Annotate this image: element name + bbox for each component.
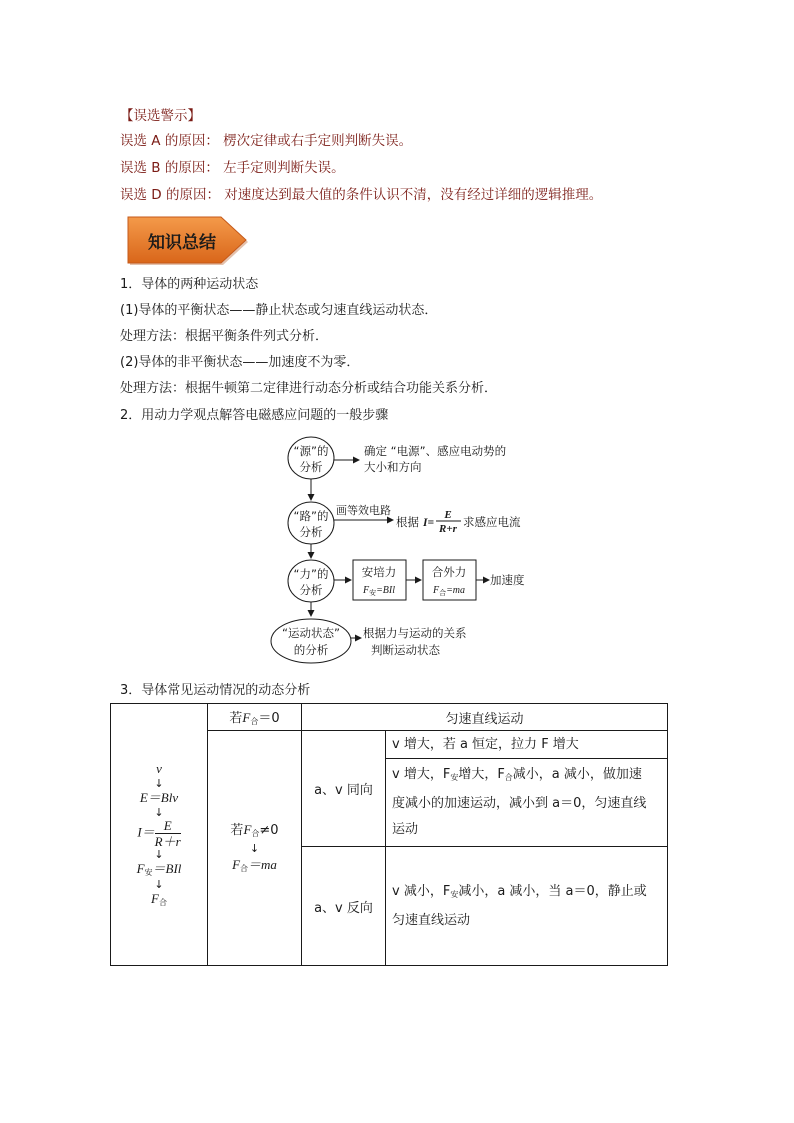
section1-line-3: (2)导体的非平衡状态——加速度不为零． [120, 355, 360, 370]
section3-heading: 3．导体常见运动情况的动态分析 [120, 683, 311, 698]
zero-case-suffix: ＝0 [258, 711, 280, 726]
flow-diagram [260, 430, 550, 670]
acceleration-label: 加速度 [490, 573, 525, 587]
chain-arrow-3: ↓ [154, 848, 164, 861]
same-dir-detail-2-l2: 度减小的加速运动，减小到 a＝0，匀速直线 [392, 796, 647, 811]
chain-arrow-2: ↓ [154, 805, 164, 819]
chain-arrow-1: ↓ [154, 777, 164, 791]
knowledge-summary-banner [126, 215, 250, 267]
source-label-1: “源”的 [293, 444, 329, 458]
ampere-force-title: 安培力 [361, 565, 397, 579]
path-formula-den: R+r [439, 523, 457, 535]
path-label-1: “路”的 [293, 509, 329, 523]
same-dir-cell: a、v 同向 [302, 731, 386, 847]
warning-line-b [120, 156, 345, 176]
path-formula-i: I= [423, 517, 435, 529]
warning-text-d: 对速度达到最大值的条件认识不清，没有经过详细的逻辑推理。 [224, 187, 603, 203]
net-force-formula: $F_合=ma$ [432, 585, 466, 597]
warning-label-a: 误选 A 的原因： [120, 133, 219, 149]
same-dir-detail-2a: v 增大，F [392, 767, 451, 782]
force-label-1: “力”的 [293, 567, 329, 581]
source-note-1: 确定 “电源”、感应电动势的 [364, 444, 507, 458]
motion-note-1: 根据力与运动的关系 [363, 626, 467, 640]
chain-ampere: $F_安=BIl$ [136, 861, 182, 878]
dynamic-analysis-table [110, 703, 668, 966]
section1-line-2: 处理方法：根据平衡条件列式分析． [120, 329, 329, 344]
banner-label: 知识总结 [148, 233, 216, 253]
ampere-force-formula: $F_安=BIl$ [362, 585, 396, 597]
same-dir-detail-cell [386, 731, 668, 847]
motion-label-1: “运动状态” [282, 626, 340, 640]
same-dir-detail-2: v 增大，$F_安$增大，$F_合$减小，a 减小，做加速 度减小的加速运动，减小到 a＝0，匀速直线 运动 [386, 759, 667, 846]
nonzero-case-label: 若 [230, 823, 244, 839]
motion-label-2: 的分析 [293, 643, 329, 657]
warning-label-b: 误选 B 的原因： [120, 160, 219, 176]
derivation-chain-cell [111, 704, 208, 966]
path-arrow-label: 画等效电路 [336, 504, 391, 517]
nonzero-case-cell [208, 731, 302, 966]
nonzero-formula: $F_合=ma$ [232, 857, 277, 874]
warning-text-b: 左手定则判断失误。 [223, 160, 345, 176]
path-formula-num: E [444, 509, 452, 521]
chain-arrow-4: ↓ [154, 877, 164, 891]
source-label-2: 分析 [299, 460, 323, 474]
warning-line-a [120, 129, 412, 149]
warning-label-d: 误选 D 的原因： [120, 187, 220, 203]
nonzero-case-f: $F_合$ [243, 822, 260, 839]
zero-case-cell [208, 704, 302, 731]
nonzero-case-suffix: ≠0 [259, 823, 279, 839]
chain-v: v [156, 761, 162, 777]
opp-dir-cell: a、v 反向 [302, 847, 386, 966]
section1-heading: 1．导体的两种运动状态 [120, 277, 259, 292]
same-dir-detail-1: v 增大，若 a 恒定，拉力 F 增大 [386, 731, 667, 759]
force-label-2: 分析 [299, 583, 323, 597]
same-dir-detail-2c: 减小，a 减小，做加速 [512, 767, 642, 782]
motion-note-2: 判断运动状态 [371, 643, 440, 657]
opp-dir-detail-l2: 匀速直线运动 [392, 912, 471, 928]
source-note-2: 大小和方向 [364, 460, 422, 474]
opp-dir-detail-cell: v 减小，$F_安$减小，a 减小，当 a＝0，静止或 匀速直线运动 [386, 847, 668, 966]
uniform-motion-cell: 匀速直线运动 [302, 704, 668, 731]
section1-line-1: (1)导体的平衡状态——静止状态或匀速直线运动状态． [120, 303, 438, 318]
path-note-suffix: 求感应电流 [463, 515, 521, 529]
section1-line-4: 处理方法：根据牛顿第二定律进行动态分析或结合功能关系分析． [120, 381, 498, 396]
chain-net: $F_合$ [151, 890, 167, 907]
same-dir-detail-2-l3: 运动 [392, 822, 419, 837]
warning-line-d [120, 183, 602, 203]
nonzero-arrow: ↓ [249, 841, 260, 855]
opp-dir-detail-b: 减小，a 减小，当 a＝0，静止或 [458, 883, 647, 899]
warning-title: 【误选警示】 [120, 108, 201, 124]
chain-emf: E＝Blv [139, 790, 179, 806]
zero-case-label: 若 [229, 711, 243, 726]
opp-dir-detail-a: v 减小，F [392, 883, 451, 899]
section2-heading: 2．用动力学观点解答电磁感应问题的一般步骤 [120, 408, 389, 423]
path-note-prefix: 根据 [396, 515, 419, 529]
warning-text-a: 楞次定律或右手定则判断失误。 [223, 133, 413, 149]
same-dir-detail-2b: 增大，F [458, 767, 505, 782]
chain-current: I＝ $\frac{E}{R+r}$ [137, 818, 181, 849]
path-label-2: 分析 [299, 525, 323, 539]
net-force-title: 合外力 [431, 565, 467, 579]
table-row-zero [111, 704, 668, 731]
zero-case-f: $F_合$ [242, 710, 259, 726]
